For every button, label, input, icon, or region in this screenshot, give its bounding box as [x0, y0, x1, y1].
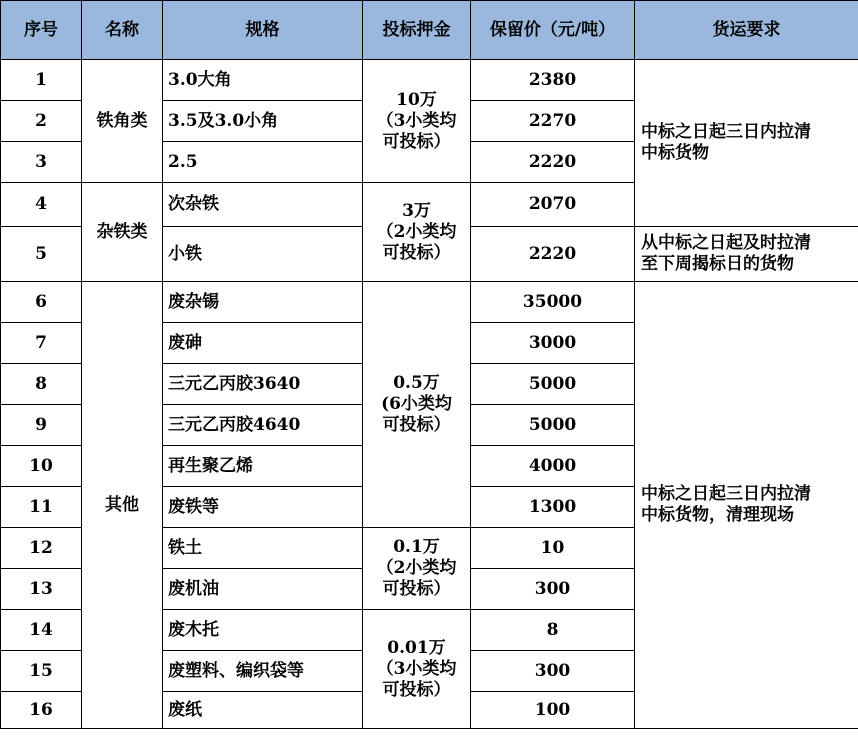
- header-name: 名称: [82, 1, 163, 60]
- row-no: 10: [1, 446, 82, 487]
- deposit-note: （3小类均: [376, 110, 457, 131]
- price-cell: 2380: [471, 60, 635, 101]
- row-no: 7: [1, 323, 82, 364]
- spec-cell: 废塑料、编织袋等: [163, 651, 363, 692]
- header-reserve-price: 保留价（元/吨）: [471, 1, 635, 60]
- requirement-text: 中标货物，清理现场: [641, 505, 794, 525]
- header-row: [1, 1, 858, 60]
- deposit-amount: 3万: [402, 200, 431, 221]
- spec-cell: 废木托: [163, 610, 363, 651]
- price-cell: 10: [471, 528, 635, 569]
- price-cell: 2070: [471, 183, 635, 227]
- row-no: 15: [1, 651, 82, 692]
- price-cell: 2270: [471, 101, 635, 142]
- category-cell: 杂铁类: [82, 183, 163, 282]
- spec-cell: 废机油: [163, 569, 363, 610]
- deposit-cell: [363, 183, 471, 282]
- requirement-text: 中标货物: [641, 143, 709, 163]
- row-no: 4: [1, 183, 82, 227]
- spec-cell: 3.5及3.0小角: [163, 101, 363, 142]
- requirement-text: 从中标之日起及时拉清: [641, 233, 811, 253]
- requirement-text: 中标之日起三日内拉清: [641, 484, 811, 504]
- spec-cell: 废杂锡: [163, 282, 363, 323]
- deposit-note: 可投标）: [382, 131, 451, 152]
- requirement-text: 中标之日起三日内拉清: [641, 122, 811, 142]
- header-spec: 规格: [163, 1, 363, 60]
- deposit-amount: 0.1万: [393, 537, 440, 557]
- deposit-cell: [363, 60, 471, 183]
- spec-cell: 废砷: [163, 323, 363, 364]
- row-no: 6: [1, 282, 82, 323]
- row-no: 14: [1, 610, 82, 651]
- deposit-amount: 10万: [396, 89, 437, 110]
- requirement-cell: [635, 60, 858, 227]
- price-cell: 5000: [471, 364, 635, 405]
- price-cell: 1300: [471, 487, 635, 528]
- price-cell: 2220: [471, 227, 635, 282]
- requirement-cell: [635, 227, 858, 282]
- deposit-note: 可投标）: [382, 579, 451, 599]
- deposit-cell: [363, 528, 471, 610]
- row-no: 1: [1, 60, 82, 101]
- deposit-cell: [363, 610, 471, 729]
- price-cell: 300: [471, 569, 635, 610]
- table-row: [1, 282, 858, 323]
- row-no: 12: [1, 528, 82, 569]
- row-no: 11: [1, 487, 82, 528]
- row-no: 2: [1, 101, 82, 142]
- deposit-cell: [363, 282, 471, 528]
- deposit-note: （2小类均: [376, 221, 457, 242]
- spec-cell: 三元乙丙胶3640: [163, 364, 363, 405]
- price-cell: 100: [471, 692, 635, 729]
- row-no: 5: [1, 227, 82, 282]
- deposit-note: 可投标）: [382, 242, 451, 263]
- header-deposit: 投标押金: [363, 1, 471, 60]
- spec-cell: 三元乙丙胶4640: [163, 405, 363, 446]
- price-cell: 2220: [471, 142, 635, 183]
- price-cell: 4000: [471, 446, 635, 487]
- spec-cell: 3.0大角: [163, 60, 363, 101]
- deposit-amount: 0.5万: [393, 373, 440, 393]
- deposit-note: 可投标）: [382, 679, 451, 700]
- spec-cell: 铁土: [163, 528, 363, 569]
- price-cell: 300: [471, 651, 635, 692]
- category-cell: 铁角类: [82, 60, 163, 183]
- deposit-note: （2小类均: [376, 558, 457, 578]
- deposit-amount: 0.01万: [387, 637, 446, 658]
- deposit-note: (6小类均: [381, 394, 452, 414]
- row-no: 8: [1, 364, 82, 405]
- requirement-text: 至下周揭标日的货物: [641, 254, 794, 274]
- row-no: 16: [1, 692, 82, 729]
- spec-cell: 次杂铁: [163, 183, 363, 227]
- table-row: [1, 60, 858, 101]
- deposit-note: 可投标）: [382, 415, 451, 435]
- row-no: 9: [1, 405, 82, 446]
- category-cell: 其他: [82, 282, 163, 729]
- requirement-cell: [635, 282, 858, 729]
- spec-cell: 2.5: [163, 142, 363, 183]
- price-cell: 35000: [471, 282, 635, 323]
- row-no: 3: [1, 142, 82, 183]
- price-cell: 5000: [471, 405, 635, 446]
- spec-cell: 小铁: [163, 227, 363, 282]
- spec-cell: 废铁等: [163, 487, 363, 528]
- row-no: 13: [1, 569, 82, 610]
- price-cell: 8: [471, 610, 635, 651]
- spec-cell: 废纸: [163, 692, 363, 729]
- deposit-note: （3小类均: [376, 658, 457, 679]
- price-cell: 3000: [471, 323, 635, 364]
- header-no: 序号: [1, 1, 82, 60]
- header-shipping-req: 货运要求: [635, 1, 858, 60]
- spec-cell: 再生聚乙烯: [163, 446, 363, 487]
